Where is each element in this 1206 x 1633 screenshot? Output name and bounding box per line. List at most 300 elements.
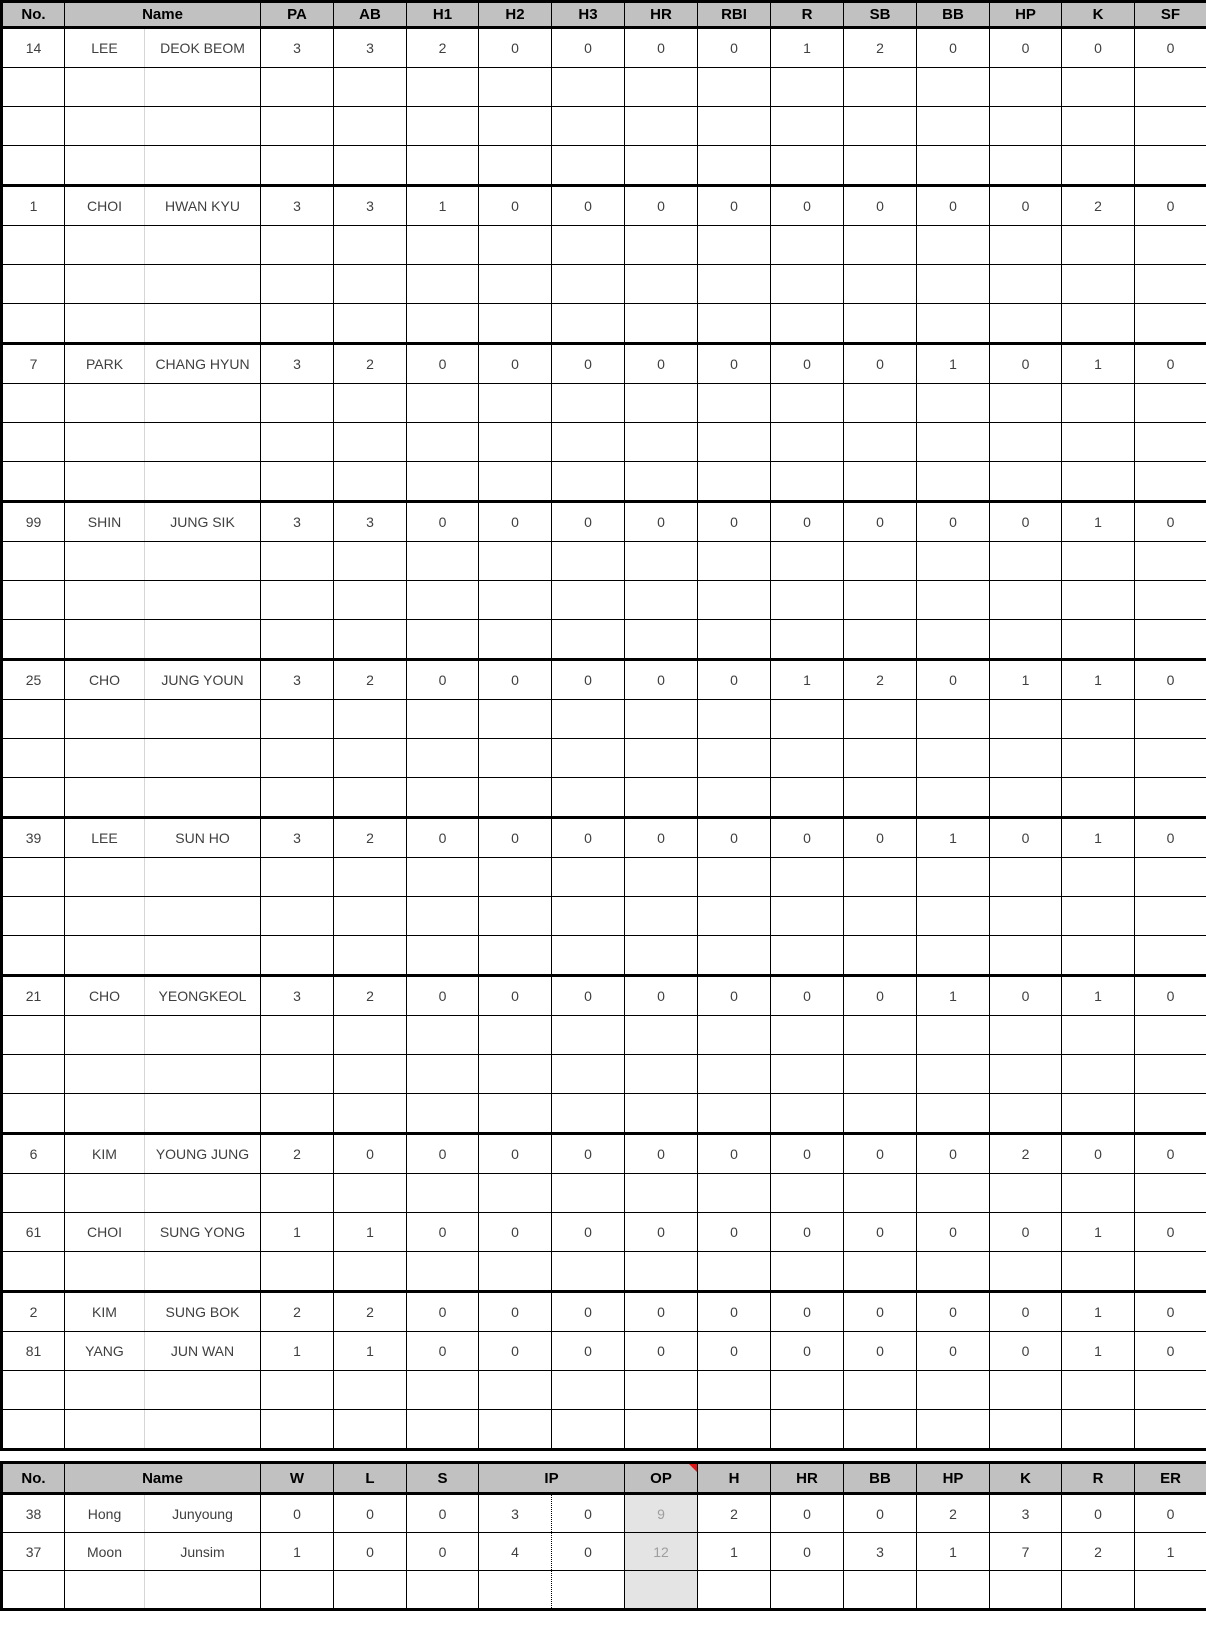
stat-cell-op[interactable] <box>625 1571 698 1610</box>
stat-cell-bb[interactable] <box>844 1571 917 1610</box>
stat-cell-k[interactable] <box>1062 107 1135 146</box>
stat-cell-ab[interactable] <box>334 423 407 462</box>
stat-cell-k[interactable] <box>1062 1055 1135 1094</box>
stat-cell-sf[interactable] <box>1135 226 1206 265</box>
first-name-cell[interactable]: Junyoung <box>145 1494 261 1533</box>
stat-cell-rbi[interactable] <box>698 778 771 818</box>
no-cell[interactable]: 1 <box>2 186 65 226</box>
first-name-cell[interactable] <box>145 304 261 344</box>
header-sb[interactable]: SB <box>844 2 917 28</box>
stat-cell-h3[interactable] <box>552 858 625 897</box>
stat-cell-sb[interactable] <box>844 304 917 344</box>
no-cell[interactable] <box>2 1174 65 1213</box>
stat-cell-r[interactable] <box>771 542 844 581</box>
stat-cell-hr[interactable] <box>625 1016 698 1055</box>
stat-cell-sb[interactable] <box>844 581 917 620</box>
stat-cell-r[interactable] <box>771 423 844 462</box>
last-name-cell[interactable] <box>65 1252 145 1292</box>
stat-cell-sb[interactable] <box>844 778 917 818</box>
stat-cell-bb[interactable]: 0 <box>917 1213 990 1252</box>
first-name-cell[interactable] <box>145 226 261 265</box>
stat-cell-ab[interactable]: 0 <box>334 1134 407 1174</box>
stat-cell-k[interactable]: 3 <box>990 1494 1062 1533</box>
stat-cell-k[interactable] <box>1062 1252 1135 1292</box>
stat-cell-h1[interactable] <box>407 423 479 462</box>
stat-cell-r[interactable] <box>771 304 844 344</box>
stat-cell-hp[interactable] <box>990 1094 1062 1134</box>
last-name-cell[interactable] <box>65 581 145 620</box>
stat-cell-rbi[interactable] <box>698 265 771 304</box>
stat-cell-hp[interactable] <box>990 936 1062 976</box>
stat-cell-h1[interactable] <box>407 1016 479 1055</box>
last-name-cell[interactable] <box>65 620 145 660</box>
no-cell[interactable] <box>2 1094 65 1134</box>
stat-cell-ab[interactable] <box>334 1252 407 1292</box>
stat-cell-h1[interactable] <box>407 384 479 423</box>
stat-cell-hr[interactable]: 0 <box>771 1533 844 1571</box>
stat-cell-rbi[interactable] <box>698 897 771 936</box>
stat-cell-h3[interactable] <box>552 581 625 620</box>
stat-cell-sb[interactable] <box>844 1371 917 1410</box>
stat-cell-hp[interactable] <box>990 739 1062 778</box>
no-cell[interactable] <box>2 1055 65 1094</box>
stat-cell-ab[interactable] <box>334 897 407 936</box>
stat-cell-r[interactable]: 0 <box>771 1332 844 1371</box>
stat-cell-rbi[interactable] <box>698 1371 771 1410</box>
stat-cell-ab[interactable] <box>334 778 407 818</box>
stat-cell-rbi[interactable] <box>698 1252 771 1292</box>
stat-cell-r[interactable]: 0 <box>771 186 844 226</box>
stat-cell-sb[interactable]: 0 <box>844 186 917 226</box>
first-name-cell[interactable] <box>145 581 261 620</box>
stat-cell-h2[interactable]: 0 <box>479 502 552 542</box>
stat-cell-r[interactable] <box>771 739 844 778</box>
last-name-cell[interactable] <box>65 778 145 818</box>
first-name-cell[interactable] <box>145 739 261 778</box>
stat-cell-h3[interactable] <box>552 304 625 344</box>
stat-cell-hr[interactable]: 0 <box>625 1134 698 1174</box>
stat-cell-hr[interactable] <box>625 778 698 818</box>
stat-cell-sb[interactable]: 0 <box>844 1292 917 1332</box>
stat-cell-bb[interactable] <box>917 226 990 265</box>
no-cell[interactable] <box>2 226 65 265</box>
last-name-cell[interactable] <box>65 936 145 976</box>
stat-cell-h2[interactable] <box>479 1252 552 1292</box>
first-name-cell[interactable] <box>145 462 261 502</box>
stat-cell-h1[interactable] <box>407 462 479 502</box>
stat-cell-hr[interactable] <box>625 858 698 897</box>
stat-cell-h1[interactable] <box>407 226 479 265</box>
stat-cell-pa[interactable]: 1 <box>261 1332 334 1371</box>
last-name-cell[interactable]: Moon <box>65 1533 145 1571</box>
stat-cell-hp[interactable] <box>990 226 1062 265</box>
last-name-cell[interactable]: CHO <box>65 976 145 1016</box>
stat-cell-r[interactable] <box>771 1371 844 1410</box>
no-cell[interactable] <box>2 700 65 739</box>
last-name-cell[interactable]: KIM <box>65 1134 145 1174</box>
last-name-cell[interactable] <box>65 1094 145 1134</box>
stat-cell-ab[interactable] <box>334 68 407 107</box>
last-name-cell[interactable] <box>65 423 145 462</box>
stat-cell-bb[interactable] <box>917 778 990 818</box>
stat-cell-bb[interactable]: 1 <box>917 976 990 1016</box>
stat-cell-bb[interactable] <box>917 581 990 620</box>
last-name-cell[interactable] <box>65 146 145 186</box>
stat-cell-bb[interactable] <box>917 700 990 739</box>
stat-cell-sb[interactable]: 0 <box>844 1134 917 1174</box>
stat-cell-h1[interactable]: 0 <box>407 502 479 542</box>
stat-cell-h3[interactable]: 0 <box>552 976 625 1016</box>
stat-cell-hp[interactable]: 2 <box>990 1134 1062 1174</box>
stat-cell-h2[interactable]: 0 <box>479 818 552 858</box>
stat-cell-sb[interactable] <box>844 1055 917 1094</box>
stat-cell-pa[interactable] <box>261 1252 334 1292</box>
stat-cell-h3[interactable]: 0 <box>552 344 625 384</box>
stat-cell-k[interactable] <box>1062 1016 1135 1055</box>
stat-cell-r[interactable]: 0 <box>1062 1494 1135 1533</box>
stat-cell-k[interactable]: 1 <box>1062 1332 1135 1371</box>
stat-cell-rbi[interactable] <box>698 304 771 344</box>
header-op[interactable] <box>625 1463 698 1494</box>
stat-cell-h3[interactable] <box>552 542 625 581</box>
last-name-cell[interactable] <box>65 68 145 107</box>
stat-cell-r[interactable] <box>771 1055 844 1094</box>
stat-cell-s[interactable] <box>407 1571 479 1610</box>
stat-cell-ab[interactable] <box>334 1410 407 1450</box>
stat-cell-h1[interactable] <box>407 1252 479 1292</box>
stat-cell-bb[interactable]: 3 <box>844 1533 917 1571</box>
no-cell[interactable] <box>2 897 65 936</box>
stat-cell-h3[interactable] <box>552 700 625 739</box>
stat-cell-r[interactable] <box>771 897 844 936</box>
stat-cell-h1[interactable] <box>407 146 479 186</box>
stat-cell-ab[interactable] <box>334 107 407 146</box>
stat-cell-hp[interactable] <box>990 462 1062 502</box>
stat-cell-pa[interactable]: 3 <box>261 660 334 700</box>
stat-cell-sf[interactable] <box>1135 739 1206 778</box>
stat-cell-h2[interactable]: 0 <box>479 1213 552 1252</box>
stat-cell-k[interactable]: 0 <box>1062 1134 1135 1174</box>
stat-cell-r[interactable] <box>771 68 844 107</box>
stat-cell-r[interactable]: 0 <box>771 976 844 1016</box>
stat-cell-k[interactable] <box>1062 858 1135 897</box>
stat-cell-h2[interactable]: 0 <box>479 1332 552 1371</box>
no-cell[interactable]: 39 <box>2 818 65 858</box>
first-name-cell[interactable] <box>145 1371 261 1410</box>
stat-cell-rbi[interactable] <box>698 423 771 462</box>
stat-cell-k[interactable]: 1 <box>1062 660 1135 700</box>
stat-cell-hr[interactable]: 0 <box>625 818 698 858</box>
stat-cell-sf[interactable] <box>1135 265 1206 304</box>
no-cell[interactable] <box>2 462 65 502</box>
stat-cell-h3[interactable]: 0 <box>552 1213 625 1252</box>
stat-cell-rbi[interactable] <box>698 700 771 739</box>
stat-cell-k[interactable] <box>1062 384 1135 423</box>
last-name-cell[interactable]: PARK <box>65 344 145 384</box>
stat-cell-ab[interactable] <box>334 739 407 778</box>
stat-cell-k[interactable]: 1 <box>1062 976 1135 1016</box>
stat-cell-hr[interactable] <box>625 936 698 976</box>
last-name-cell[interactable]: Hong <box>65 1494 145 1533</box>
stat-cell-h1[interactable] <box>407 858 479 897</box>
stat-cell-bb[interactable] <box>917 423 990 462</box>
stat-cell-pa[interactable] <box>261 1410 334 1450</box>
stat-cell-sf[interactable] <box>1135 858 1206 897</box>
stat-cell-bb[interactable] <box>917 68 990 107</box>
stat-cell-sb[interactable]: 0 <box>844 1213 917 1252</box>
stat-cell-h1[interactable] <box>407 581 479 620</box>
stat-cell-er[interactable]: 1 <box>1135 1533 1206 1571</box>
stat-cell-h3[interactable] <box>552 897 625 936</box>
stat-cell-h2[interactable] <box>479 700 552 739</box>
stat-cell-sb[interactable]: 0 <box>844 1332 917 1371</box>
stat-cell-hr[interactable] <box>625 1055 698 1094</box>
stat-cell-hr[interactable] <box>625 265 698 304</box>
stat-cell-hp[interactable] <box>990 1174 1062 1213</box>
stat-cell-sb[interactable] <box>844 1016 917 1055</box>
header-pa[interactable]: PA <box>261 2 334 28</box>
stat-cell-h1[interactable]: 0 <box>407 660 479 700</box>
no-cell[interactable]: 38 <box>2 1494 65 1533</box>
stat-cell-pa[interactable]: 1 <box>261 1213 334 1252</box>
stat-cell-rbi[interactable] <box>698 620 771 660</box>
first-name-cell[interactable] <box>145 1571 261 1610</box>
stat-cell-h1[interactable] <box>407 1410 479 1450</box>
stat-cell-op[interactable]: 9 <box>625 1494 698 1533</box>
stat-cell-rbi[interactable] <box>698 68 771 107</box>
stat-cell-h3[interactable] <box>552 384 625 423</box>
stat-cell-sb[interactable] <box>844 226 917 265</box>
stat-cell-r[interactable]: 2 <box>1062 1533 1135 1571</box>
stat-cell-r[interactable]: 1 <box>771 660 844 700</box>
stat-cell-h1[interactable]: 0 <box>407 344 479 384</box>
stat-cell-r[interactable] <box>771 778 844 818</box>
no-cell[interactable] <box>2 858 65 897</box>
no-cell[interactable] <box>2 739 65 778</box>
stat-cell-h3[interactable] <box>552 1094 625 1134</box>
stat-cell-pa[interactable]: 3 <box>261 976 334 1016</box>
stat-cell-hp[interactable] <box>990 265 1062 304</box>
stat-cell-h3[interactable]: 0 <box>552 502 625 542</box>
stat-cell-h1[interactable] <box>407 68 479 107</box>
first-name-cell[interactable] <box>145 778 261 818</box>
first-name-cell[interactable] <box>145 146 261 186</box>
stat-cell-pa[interactable] <box>261 700 334 739</box>
stat-cell-hr[interactable]: 0 <box>625 660 698 700</box>
stat-cell-sb[interactable]: 2 <box>844 28 917 68</box>
stat-cell-sf[interactable] <box>1135 107 1206 146</box>
stat-cell-rbi[interactable] <box>698 462 771 502</box>
stat-cell-hr[interactable] <box>625 542 698 581</box>
stat-cell-bb[interactable] <box>917 1094 990 1134</box>
stat-cell-r[interactable] <box>771 1016 844 1055</box>
no-cell[interactable] <box>2 384 65 423</box>
stat-cell-l[interactable]: 0 <box>334 1533 407 1571</box>
stat-cell-hr[interactable] <box>625 700 698 739</box>
stat-cell-r[interactable]: 0 <box>771 1292 844 1332</box>
stat-cell-ab[interactable] <box>334 1174 407 1213</box>
stat-cell-sb[interactable]: 0 <box>844 344 917 384</box>
stat-cell-sf[interactable] <box>1135 1094 1206 1134</box>
stat-cell-sb[interactable] <box>844 542 917 581</box>
stat-cell-sf[interactable] <box>1135 1174 1206 1213</box>
stat-cell-pa[interactable] <box>261 384 334 423</box>
stat-cell-h2[interactable] <box>479 107 552 146</box>
stat-cell-bb[interactable]: 1 <box>917 344 990 384</box>
stat-cell-k[interactable] <box>1062 620 1135 660</box>
stat-cell-hp[interactable] <box>990 146 1062 186</box>
stat-cell-k[interactable]: 1 <box>1062 818 1135 858</box>
stat-cell-h1[interactable] <box>407 700 479 739</box>
stat-cell-r[interactable] <box>771 581 844 620</box>
stat-cell-hr[interactable]: 0 <box>625 1332 698 1371</box>
last-name-cell[interactable] <box>65 897 145 936</box>
stat-cell-hr[interactable] <box>625 1174 698 1213</box>
stat-cell-hp[interactable]: 0 <box>990 344 1062 384</box>
no-cell[interactable] <box>2 265 65 304</box>
first-name-cell[interactable]: DEOK BEOM <box>145 28 261 68</box>
stat-cell-k[interactable]: 1 <box>1062 502 1135 542</box>
header-name[interactable]: Name <box>65 1463 261 1494</box>
stat-cell-sf[interactable] <box>1135 68 1206 107</box>
stat-cell-h2[interactable]: 0 <box>479 660 552 700</box>
stat-cell-h1[interactable]: 2 <box>407 28 479 68</box>
no-cell[interactable] <box>2 1410 65 1450</box>
stat-cell-hp[interactable] <box>990 1055 1062 1094</box>
stat-cell-k[interactable]: 0 <box>1062 28 1135 68</box>
stat-cell-hp[interactable] <box>990 1371 1062 1410</box>
stat-cell-h1[interactable]: 0 <box>407 1292 479 1332</box>
stat-cell-hr[interactable] <box>625 897 698 936</box>
stat-cell-sb[interactable] <box>844 739 917 778</box>
first-name-cell[interactable]: YEONGKEOL <box>145 976 261 1016</box>
stat-cell-h1[interactable]: 0 <box>407 1134 479 1174</box>
stat-cell-k[interactable] <box>1062 265 1135 304</box>
stat-cell-h3[interactable] <box>552 1410 625 1450</box>
stat-cell-h3[interactable]: 0 <box>552 28 625 68</box>
stat-cell-hr[interactable] <box>625 304 698 344</box>
stat-cell-h[interactable]: 2 <box>698 1494 771 1533</box>
stat-cell-h2[interactable] <box>479 1174 552 1213</box>
stat-cell-sb[interactable]: 0 <box>844 818 917 858</box>
last-name-cell[interactable] <box>65 304 145 344</box>
stat-cell-hp[interactable] <box>990 700 1062 739</box>
stat-cell-pa[interactable] <box>261 423 334 462</box>
stat-cell-bb[interactable]: 0 <box>917 186 990 226</box>
stat-cell-sf[interactable] <box>1135 304 1206 344</box>
stat-cell-sb[interactable] <box>844 700 917 739</box>
stat-cell-h1[interactable] <box>407 897 479 936</box>
stat-cell-h2[interactable] <box>479 423 552 462</box>
stat-cell-ab[interactable]: 1 <box>334 1332 407 1371</box>
stat-cell-h2[interactable]: 0 <box>479 976 552 1016</box>
stat-cell-sf[interactable]: 0 <box>1135 660 1206 700</box>
stat-cell-r[interactable] <box>771 384 844 423</box>
no-cell[interactable] <box>2 778 65 818</box>
header-no[interactable]: No. <box>2 2 65 28</box>
stat-cell-ip2[interactable]: 0 <box>552 1533 625 1571</box>
stat-cell-sb[interactable] <box>844 620 917 660</box>
stat-cell-sb[interactable] <box>844 936 917 976</box>
stat-cell-r[interactable]: 0 <box>771 502 844 542</box>
stat-cell-h2[interactable]: 0 <box>479 186 552 226</box>
stat-cell-hr[interactable] <box>625 1410 698 1450</box>
first-name-cell[interactable] <box>145 700 261 739</box>
stat-cell-h3[interactable]: 0 <box>552 1292 625 1332</box>
stat-cell-ab[interactable]: 1 <box>334 1213 407 1252</box>
stat-cell-k[interactable]: 1 <box>1062 344 1135 384</box>
last-name-cell[interactable]: KIM <box>65 1292 145 1332</box>
stat-cell-rbi[interactable]: 0 <box>698 1213 771 1252</box>
stat-cell-sf[interactable] <box>1135 1410 1206 1450</box>
stat-cell-ab[interactable]: 2 <box>334 344 407 384</box>
stat-cell-ip1[interactable] <box>479 1571 552 1610</box>
stat-cell-ab[interactable] <box>334 1055 407 1094</box>
stat-cell-ab[interactable] <box>334 858 407 897</box>
stat-cell-pa[interactable] <box>261 858 334 897</box>
stat-cell-h[interactable]: 1 <box>698 1533 771 1571</box>
no-cell[interactable]: 37 <box>2 1533 65 1571</box>
stat-cell-r[interactable] <box>771 936 844 976</box>
stat-cell-ab[interactable] <box>334 265 407 304</box>
stat-cell-h3[interactable] <box>552 68 625 107</box>
stat-cell-sf[interactable]: 0 <box>1135 28 1206 68</box>
stat-cell-ab[interactable]: 3 <box>334 186 407 226</box>
stat-cell-rbi[interactable] <box>698 226 771 265</box>
stat-cell-h2[interactable] <box>479 226 552 265</box>
stat-cell-hr[interactable] <box>625 1252 698 1292</box>
stat-cell-rbi[interactable] <box>698 858 771 897</box>
stat-cell-sf[interactable] <box>1135 581 1206 620</box>
stat-cell-s[interactable]: 0 <box>407 1533 479 1571</box>
stat-cell-r[interactable]: 0 <box>771 818 844 858</box>
no-cell[interactable] <box>2 107 65 146</box>
header-name[interactable]: Name <box>65 2 261 28</box>
first-name-cell[interactable]: CHANG HYUN <box>145 344 261 384</box>
stat-cell-ab[interactable] <box>334 1371 407 1410</box>
stat-cell-sf[interactable] <box>1135 1055 1206 1094</box>
header-rbi[interactable]: RBI <box>698 2 771 28</box>
stat-cell-pa[interactable] <box>261 1094 334 1134</box>
stat-cell-sf[interactable] <box>1135 462 1206 502</box>
stat-cell-bb[interactable] <box>917 858 990 897</box>
stat-cell-ab[interactable] <box>334 226 407 265</box>
no-cell[interactable]: 7 <box>2 344 65 384</box>
stat-cell-pa[interactable] <box>261 107 334 146</box>
stat-cell-rbi[interactable]: 0 <box>698 186 771 226</box>
first-name-cell[interactable]: SUN HO <box>145 818 261 858</box>
stat-cell-pa[interactable]: 3 <box>261 502 334 542</box>
stat-cell-ab[interactable]: 2 <box>334 1292 407 1332</box>
no-cell[interactable] <box>2 1252 65 1292</box>
stat-cell-pa[interactable]: 3 <box>261 344 334 384</box>
stat-cell-r[interactable]: 0 <box>771 1134 844 1174</box>
stat-cell-h3[interactable] <box>552 423 625 462</box>
stat-cell-h2[interactable] <box>479 265 552 304</box>
stat-cell-hp[interactable]: 1 <box>917 1533 990 1571</box>
stat-cell-k[interactable] <box>1062 1410 1135 1450</box>
header-k[interactable]: K <box>1062 2 1135 28</box>
stat-cell-rbi[interactable]: 0 <box>698 28 771 68</box>
first-name-cell[interactable] <box>145 265 261 304</box>
stat-cell-pa[interactable] <box>261 620 334 660</box>
stat-cell-k[interactable] <box>1062 304 1135 344</box>
stat-cell-bb[interactable] <box>917 304 990 344</box>
stat-cell-k[interactable] <box>1062 897 1135 936</box>
stat-cell-bb[interactable] <box>917 265 990 304</box>
stat-cell-pa[interactable] <box>261 226 334 265</box>
first-name-cell[interactable]: JUN WAN <box>145 1332 261 1371</box>
